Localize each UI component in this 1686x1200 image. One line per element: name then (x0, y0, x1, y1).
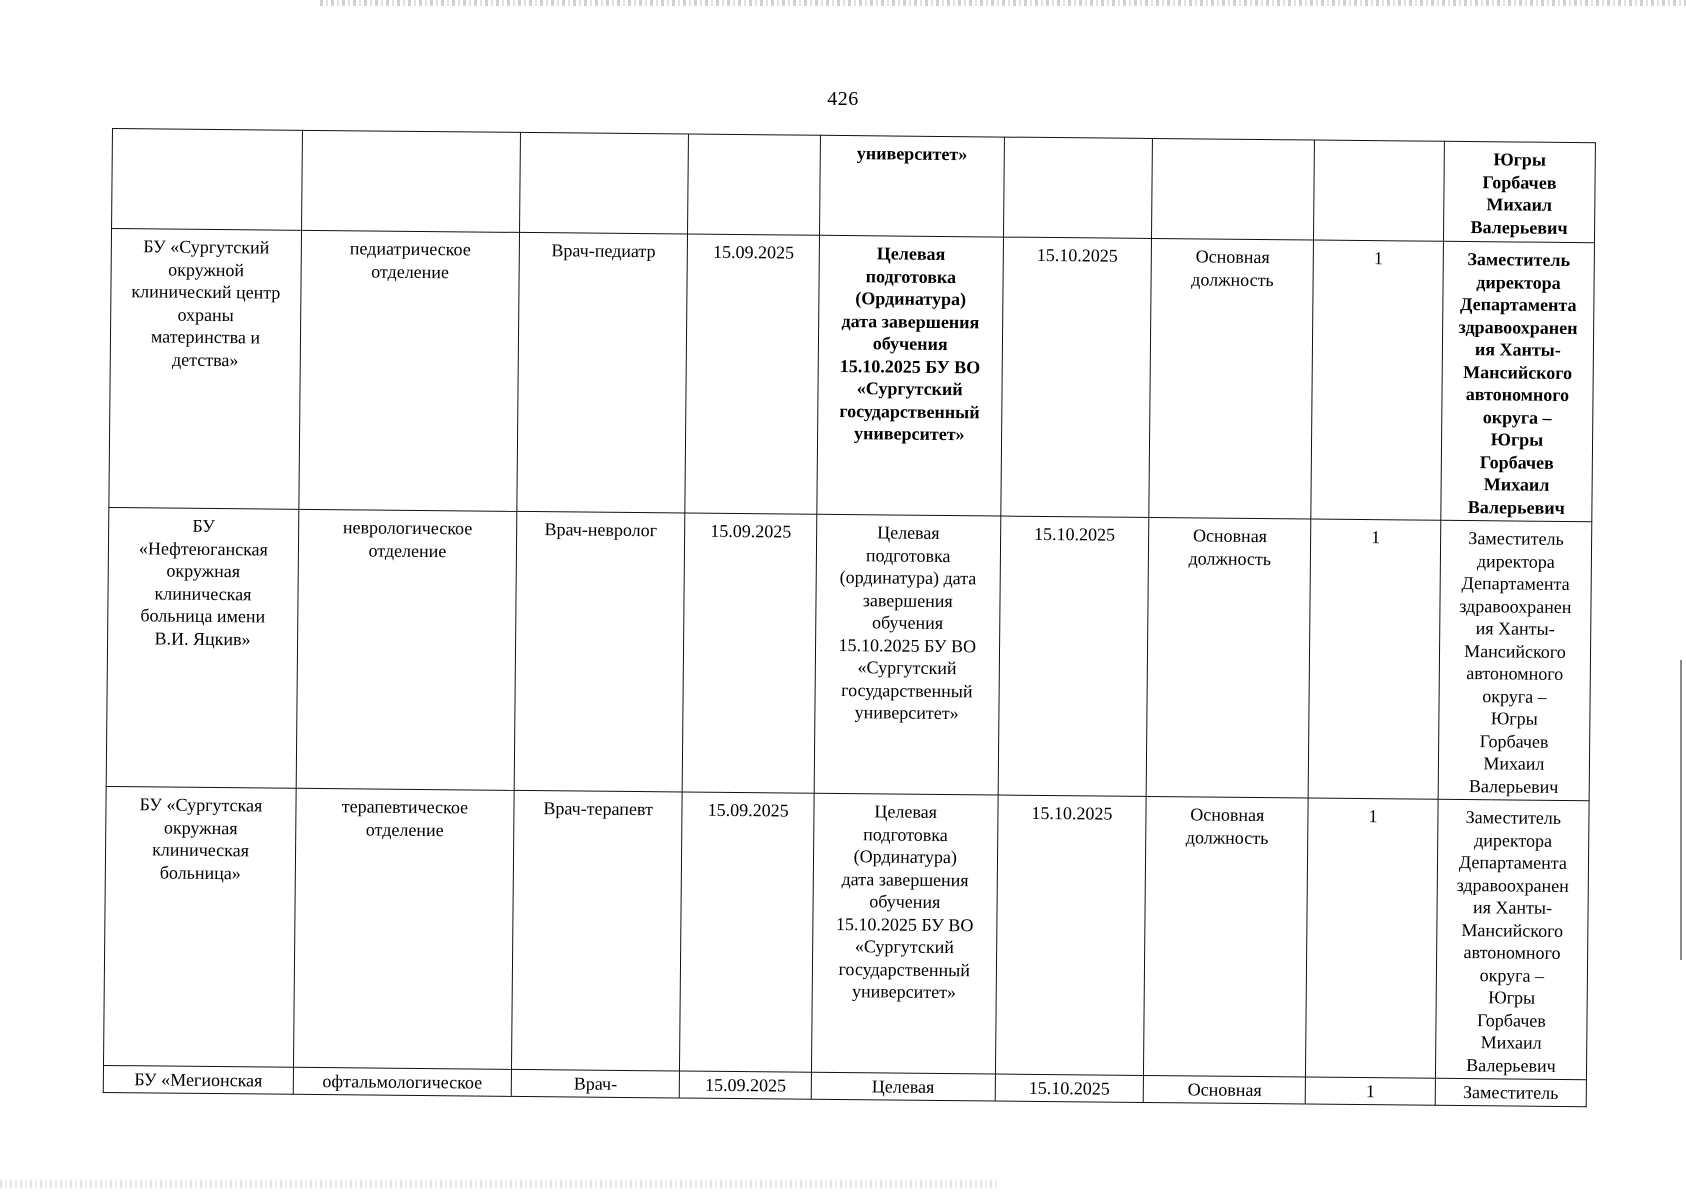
job-type-cell: Основная должность (1149, 238, 1314, 519)
institution-cell: БУ «Сургутский окружной клинический центр охраны материнства и детства» (109, 229, 302, 510)
department-cell: терапевтическое отделение (293, 788, 514, 1069)
scan-edge-right (1680, 660, 1682, 960)
position-cell: Врач-терапевт (511, 790, 682, 1071)
table-row (112, 129, 1596, 243)
date-from-cell: 15.09.2025 (680, 792, 814, 1072)
responsible-cell: Заместитель директора Департамента здравоохранен ия Ханты- Мансийского автономного округа – Югры Горбачев Михаил Валерьевич (1438, 520, 1592, 800)
date-from-cell: 15.09.2025 (680, 1071, 812, 1099)
position-cell (519, 132, 688, 234)
count-cell: 1 (1308, 519, 1440, 799)
department-cell (301, 130, 520, 232)
count-cell (1314, 140, 1444, 241)
date-from-cell (688, 134, 821, 235)
date-from-cell: 15.09.2025 (682, 513, 816, 793)
count-cell: 1 (1311, 240, 1443, 520)
count-cell: 1 (1306, 1077, 1436, 1105)
department-cell: неврологическое отделение (296, 509, 517, 790)
page-number: 426 (827, 88, 859, 110)
count-cell: 1 (1306, 798, 1438, 1078)
institution-cell: БУ «Нефтеюганская окружная клиническая больница имени В.И. Яцкив» (106, 507, 299, 788)
document-sheet (103, 128, 1596, 1114)
department-cell: офтальмологическое (293, 1067, 511, 1096)
date-to-cell (1003, 137, 1153, 238)
institution-cell: БУ «Мегионская (103, 1065, 293, 1094)
training-cell: университет» (820, 135, 1004, 237)
date-from-cell: 15.09.2025 (685, 234, 819, 514)
training-cell: Целевая (811, 1072, 995, 1101)
vacancy-table (103, 128, 1596, 1107)
institution-cell (112, 129, 303, 231)
responsible-cell: Заместитель директора Департамента здравоохранен ия Ханты- Мансийского автономного округа – Югры Горбачев Михаил Валерьевич (1435, 799, 1589, 1079)
table-row (106, 507, 1592, 800)
responsible-cell: Заместитель (1435, 1078, 1586, 1106)
responsible-cell: Заместитель директора Департамента здравоохранен ия Ханты- Мансийского автономного округа – Югры Горбачев Михаил Валерьевич (1441, 241, 1595, 521)
position-cell: Врач-педиатр (517, 232, 688, 513)
department-cell: педиатрическое отделение (299, 230, 520, 511)
date-to-cell: 15.10.2025 (995, 795, 1147, 1075)
date-to-cell: 15.10.2025 (998, 516, 1150, 796)
responsible-cell: Югры Горбачев Михаил Валерьевич (1443, 141, 1595, 242)
training-cell: Целевая подготовка (Ординатура) дата завершения обучения 15.10.2025 БУ ВО «Сургутский государственный университет» (817, 235, 1003, 516)
institution-cell: БУ «Сургутская окружная клиническая больница» (104, 786, 297, 1067)
scan-edge-top (320, 0, 1686, 6)
job-type-cell (1152, 138, 1315, 240)
position-cell: Врач-невролог (514, 511, 685, 792)
date-to-cell: 15.10.2025 (995, 1074, 1144, 1102)
job-type-cell: Основная (1144, 1075, 1306, 1104)
training-cell: Целевая подготовка (ординатура) дата завершения обучения 15.10.2025 БУ ВО «Сургутский государственный университет» (814, 514, 1000, 795)
date-to-cell: 15.10.2025 (1000, 237, 1152, 517)
job-type-cell: Основная должность (1144, 796, 1309, 1077)
table-row (109, 229, 1595, 522)
table-row (104, 786, 1590, 1079)
training-cell: Целевая подготовка (Ординатура) дата завершения обучения 15.10.2025 БУ ВО «Сургутский государственный университет» (811, 793, 997, 1074)
scan-edge-bottom (0, 1180, 1000, 1188)
job-type-cell: Основная должность (1147, 517, 1312, 798)
position-cell: Врач- (511, 1069, 680, 1098)
